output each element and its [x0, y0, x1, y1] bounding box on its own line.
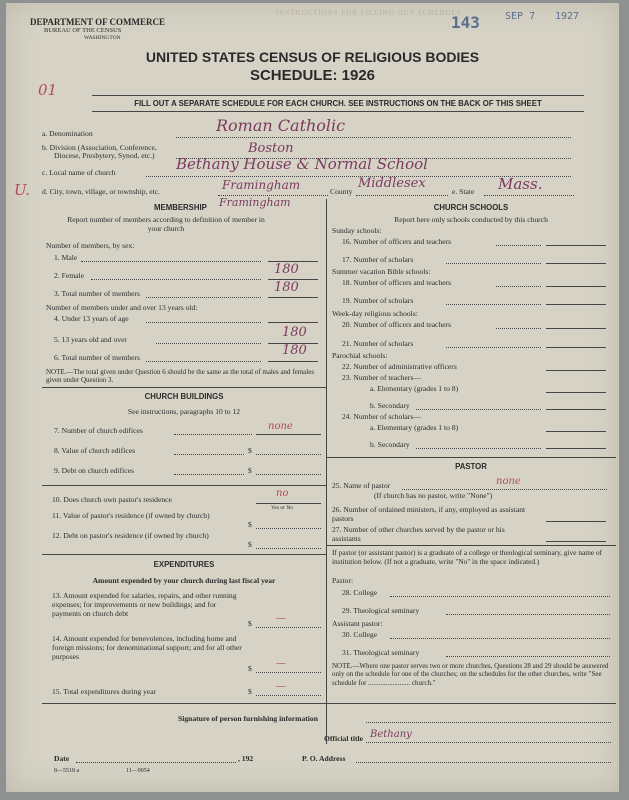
parochial-label: Parochial schools:: [332, 351, 388, 360]
divider: [42, 554, 326, 555]
schools-title: CHURCH SCHOOLS: [433, 203, 509, 212]
answer-line: [268, 361, 318, 362]
dotted-line: [156, 343, 261, 344]
city-value: Framingham: [222, 178, 301, 192]
q11-label: 11. Value of pastor's residence (if owned by church): [52, 511, 210, 520]
state-value: Mass.: [498, 175, 543, 193]
column-divider: [326, 199, 327, 744]
denomination-label: a. Denomination: [42, 129, 93, 138]
division-label: b. Division (Association, Conference,: [42, 143, 157, 152]
divider: [42, 703, 616, 704]
answer-line: [546, 245, 606, 246]
expenditures-intro: Amount expended by your church during last fiscal year: [92, 576, 276, 585]
membership-annotation: Framingham: [219, 196, 291, 209]
form-code: 01: [38, 81, 58, 99]
margin-mark: U.: [14, 181, 31, 199]
form-title: UNITED STATES CENSUS OF RELIGIOUS BODIES: [145, 49, 480, 65]
q8-label: 8. Value of church edifices: [54, 446, 136, 455]
dotted-line: [402, 489, 607, 490]
faded-back-text: INSTRUCTIONS FOR FILLING OUT SCHEDULE: [276, 9, 463, 17]
dotted-line: [256, 528, 321, 529]
dotted-line: [496, 245, 541, 246]
dotted-line: [81, 261, 261, 262]
divider: [92, 95, 584, 96]
answer-line: [268, 297, 318, 298]
weekday-label: Week-day religious schools:: [332, 309, 418, 318]
q6-label: 6. Total number of members: [54, 353, 141, 362]
q30-label: 30. College: [342, 630, 378, 639]
q3-value: 180: [274, 280, 299, 295]
q23a-label: a. Elementary (grades 1 to 8): [370, 384, 459, 393]
answer-line: [546, 263, 606, 264]
q16-label: 16. Number of officers and teachers: [342, 237, 452, 246]
q8-dollar: $: [248, 446, 252, 455]
q2-value: 180: [274, 262, 299, 277]
q13-value: —: [276, 613, 286, 624]
form-number-2: 11—9054: [126, 768, 150, 774]
q31-label: 31. Theological seminary: [342, 648, 420, 657]
q24b-label: b. Secondary: [370, 440, 410, 449]
dotted-line: [446, 304, 541, 305]
dotted-line: [146, 361, 261, 362]
q15-dollar: $: [248, 687, 252, 696]
census-schedule-form: [6, 3, 619, 792]
answer-line: [546, 328, 606, 329]
dotted-line: [256, 627, 321, 628]
q23-label: 23. Number of teachers—: [342, 373, 421, 382]
q6-value: 180: [282, 343, 307, 358]
answer-line: [546, 431, 606, 432]
po-address-label: P. O. Address: [302, 754, 346, 763]
answer-line: [546, 448, 606, 449]
state-label: e. State: [452, 187, 475, 196]
q23b-label: b. Secondary: [370, 401, 410, 410]
q24-label: 24. Number of scholars—: [342, 412, 421, 421]
q5-value: 180: [282, 325, 307, 340]
answer-line: [546, 392, 606, 393]
year-label: , 192: [238, 754, 254, 763]
dotted-line: [356, 195, 448, 196]
q24a-label: a. Elementary (grades 1 to 8): [370, 423, 459, 432]
stamp-number: 143: [451, 13, 480, 32]
dotted-line: [356, 762, 611, 763]
dotted-line: [484, 195, 574, 196]
q26-label: 26. Number of ordained ministers, if any, employed as assistant pastors: [332, 505, 526, 523]
dotted-line: [446, 614, 610, 615]
dotted-line: [256, 548, 321, 549]
q3-label: 3. Total number of members: [54, 289, 141, 298]
dotted-line: [366, 742, 611, 743]
q2-label: 2. Female: [54, 271, 84, 280]
q27-label: 27. Number of other churches served by the pastor or his assistants: [332, 525, 505, 543]
q25-note: (If church has no pastor, write "None"): [374, 491, 493, 500]
buildings-intro: See instructions, paragraphs 10 to 12: [127, 407, 241, 416]
county-label: County: [330, 187, 353, 196]
q13-label: 13. Amount expended for salaries, repairs, and other running expenses; for improvements or new buildings; and for payments on church debt: [52, 591, 237, 618]
divider: [326, 545, 616, 546]
church-name-label: c. Local name of church: [42, 168, 116, 177]
answer-line: [546, 304, 606, 305]
instruction-line: FILL OUT A SEPARATE SCHEDULE FOR EACH CHURCH. SEE INSTRUCTIONS ON THE BACK OF THIS SHEET: [134, 99, 542, 108]
divider: [42, 485, 326, 486]
dotted-line: [146, 297, 261, 298]
expenditures-title: EXPENDITURES: [153, 560, 215, 569]
dotted-line: [76, 762, 236, 763]
sunday-label: Sunday schools:: [332, 226, 382, 235]
q12-dollar: $: [248, 540, 252, 549]
membership-note: NOTE.—The total given under Question 6 should be the same as the total of males and females given under Question 3.: [46, 368, 315, 384]
q25-value: none: [496, 476, 521, 487]
signature-label: Signature of person furnishing information: [178, 714, 318, 723]
q9-dollar: $: [248, 466, 252, 475]
q14-value: —: [276, 658, 286, 669]
pastor-head: Pastor:: [332, 576, 354, 585]
dotted-line: [174, 434, 252, 435]
stamp-date: SEP 7: [505, 11, 536, 22]
membership-title: MEMBERSHIP: [154, 203, 207, 212]
q20-label: 20. Number of officers and teachers: [342, 320, 452, 329]
dotted-line: [174, 474, 244, 475]
q17-label: 17. Number of scholars: [342, 255, 414, 264]
dotted-line: [256, 454, 321, 455]
schools-intro: Report here only schools conducted by this church: [394, 215, 548, 224]
answer-line: [546, 286, 606, 287]
divider: [326, 457, 616, 458]
age-head-label: Number of members under and over 13 years old:: [46, 303, 198, 312]
dotted-line: [446, 263, 541, 264]
q7-label: 7. Number of church edifices: [54, 426, 143, 435]
membership-intro: Report number of members according to definition of member in your church: [67, 215, 265, 233]
q14-dollar: $: [248, 664, 252, 673]
q28-label: 28. College: [342, 588, 378, 597]
yes-no-hint: Yes or No: [271, 505, 294, 511]
division-value: Boston: [248, 141, 294, 156]
dotted-line: [496, 286, 541, 287]
division-label-cont: Diocese, Presbytery, Synod, etc.): [54, 151, 155, 160]
schedule-title: SCHEDULE: 1926: [249, 67, 376, 84]
denomination-value: Roman Catholic: [216, 116, 346, 135]
answer-line: [268, 322, 318, 323]
buildings-title: CHURCH BUILDINGS: [144, 392, 224, 401]
dotted-line: [146, 322, 261, 323]
q10-value: no: [276, 488, 289, 499]
dotted-line: [390, 638, 610, 639]
dotted-line: [256, 695, 321, 696]
answer-line: [546, 521, 606, 522]
q7-value: none: [268, 421, 293, 432]
dotted-line: [256, 474, 321, 475]
q15-label: 15. Total expenditures during year: [52, 687, 157, 696]
department-heading: DEPARTMENT OF COMMERCE: [30, 17, 166, 27]
official-title-label: Official title: [324, 734, 364, 743]
q11-dollar: $: [248, 520, 252, 529]
pastor-title: PASTOR: [455, 462, 487, 471]
dotted-line: [174, 454, 244, 455]
dotted-line: [416, 409, 541, 410]
q5-label: 5. 13 years old and over: [54, 335, 127, 344]
dotted-line: [91, 279, 261, 280]
dotted-line: [446, 347, 541, 348]
county-value: Middlesex: [358, 176, 426, 191]
answer-line: [546, 541, 606, 542]
answer-line: [256, 434, 321, 435]
city-label: d. City, town, village, or township, etc.: [42, 187, 161, 196]
bureau-heading: BUREAU OF THE CENSUS: [44, 27, 122, 34]
dotted-line: [416, 448, 541, 449]
q29-label: 29. Theological seminary: [342, 606, 420, 615]
q14-label: 14. Amount expended for benevolences, including home and foreign missions; for denominational support; and for all other purposes: [52, 634, 242, 661]
dotted-line: [366, 722, 611, 723]
q9-label: 9. Debt on church edifices: [54, 466, 134, 475]
dotted-line: [256, 672, 321, 673]
dotted-line: [390, 596, 610, 597]
summer-label: Summer vacation Bible schools:: [332, 267, 431, 276]
dotted-line: [176, 137, 571, 138]
form-number: 8—5518 a: [54, 768, 80, 774]
graduate-note: If pastor (or assistant pastor) is a graduate of a college or theological seminary, give name of institution below. (If not a graduate, write "No" in the space indicated.): [332, 548, 603, 566]
q10-label: 10. Does church own pastor's residence: [52, 495, 172, 504]
answer-line: [256, 503, 321, 504]
q15-value: —: [276, 681, 286, 692]
q1-label: 1. Male: [54, 253, 78, 262]
pastor-note: NOTE.—Where one pastor serves two or more churches, Questions 28 and 29 should be answered only on the schedule for one of the churches; on the schedules for the other churches, write "See schedule for ........................ church.": [332, 662, 609, 687]
q12-label: 12. Debt on pastor's residence (if owned by church): [52, 531, 209, 540]
divider: [42, 387, 326, 388]
date-label: Date: [54, 754, 70, 763]
q21-label: 21. Number of scholars: [342, 339, 414, 348]
q4-label: 4. Under 13 years of age: [54, 314, 129, 323]
q18-label: 18. Number of officers and teachers: [342, 278, 452, 287]
dotted-line: [496, 328, 541, 329]
asst-head: Assistant pastor:: [332, 619, 383, 628]
divider: [92, 111, 584, 112]
q25-label: 25. Name of pastor: [332, 481, 391, 490]
answer-line: [546, 409, 606, 410]
by-sex-label: Number of members, by sex:: [46, 241, 135, 250]
q19-label: 19. Number of scholars: [342, 296, 414, 305]
q13-dollar: $: [248, 619, 252, 628]
answer-line: [546, 370, 606, 371]
dotted-line: [446, 656, 610, 657]
city-heading: WASHINGTON: [84, 35, 121, 41]
stamp-year: 1927: [555, 11, 580, 22]
church-name-value: Bethany House & Normal School: [176, 155, 428, 173]
answer-line: [546, 347, 606, 348]
q22-label: 22. Number of administrative officers: [342, 362, 457, 371]
official-title-value: Bethany: [370, 729, 412, 740]
